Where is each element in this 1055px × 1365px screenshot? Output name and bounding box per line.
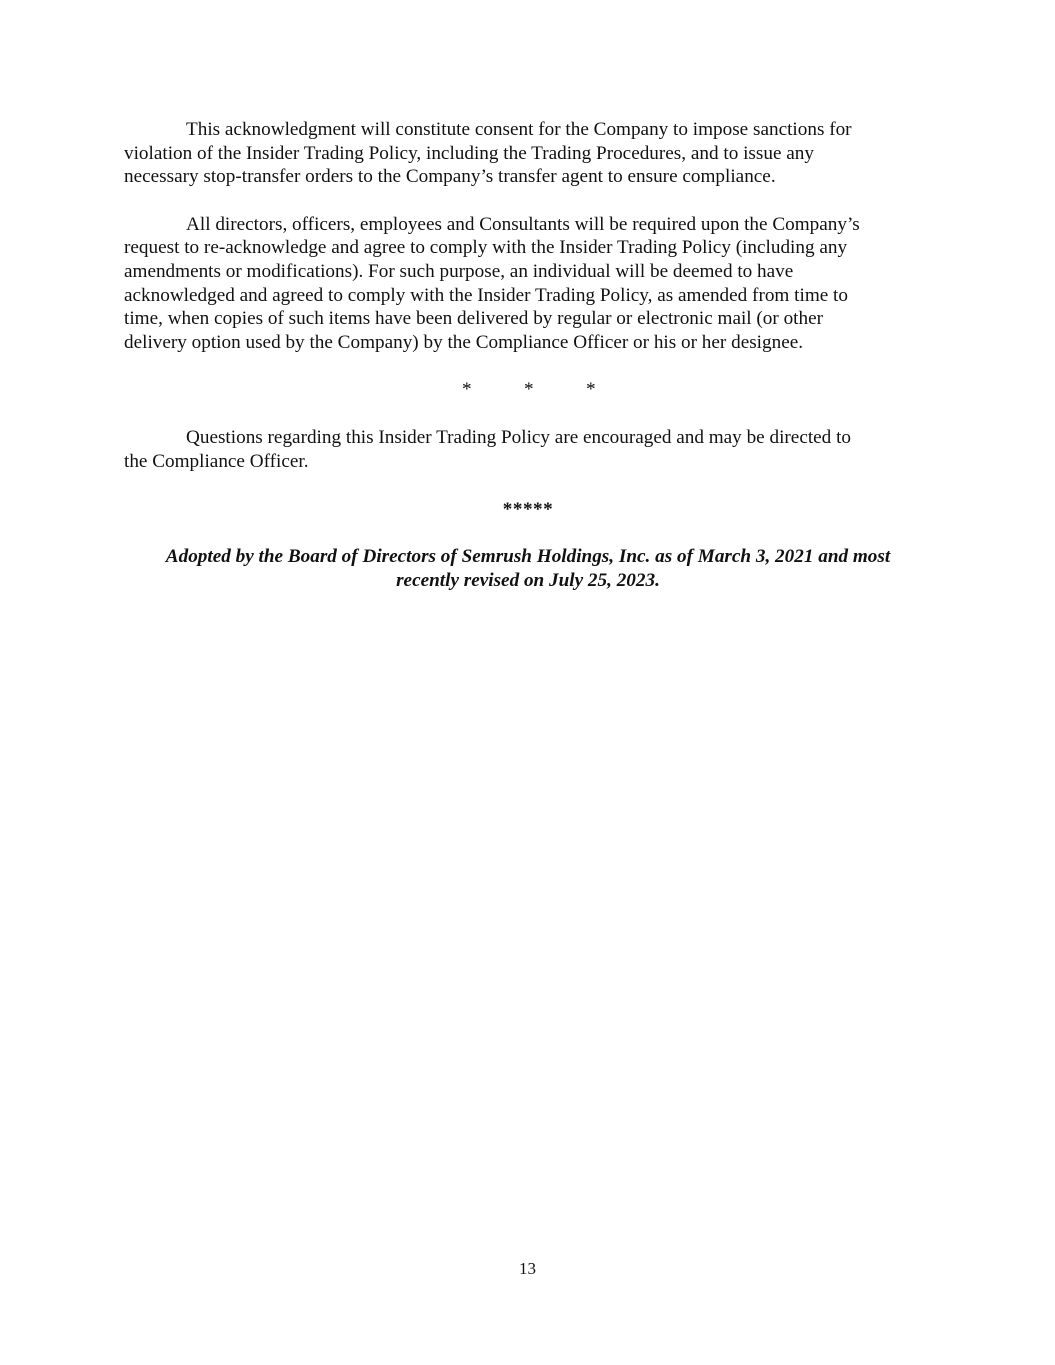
paragraph-reacknowledgment (124, 213, 932, 355)
paragraph-line: violation of the Insider Trading Policy, including the Trading Procedures, and to issue any (124, 142, 814, 164)
paragraph-line: amendments or modifications). For such purpose, an individual will be deemed to have (124, 260, 794, 282)
paragraph-line: Questions regarding this Insider Trading Policy are encouraged and may be directed to (186, 427, 851, 449)
paragraph-line: time, when copies of such items have been delivered by regular or electronic mail (or other (124, 308, 824, 330)
end-marker: ***** (502, 498, 554, 520)
paragraph-sanctions-consent (124, 118, 932, 189)
adoption-line: Adopted by the Board of Directors of Semrush Holdings, Inc. as of March 3, 2021 and most (165, 546, 891, 568)
adoption-note (124, 545, 932, 592)
paragraph-line: This acknowledgment will constitute consent for the Company to impose sanctions for (186, 119, 852, 140)
paragraph-line: delivery option used by the Company) by the Compliance Officer or his or her designee. (124, 331, 804, 353)
paragraph-line: necessary stop-transfer orders to the Company’s transfer agent to ensure compliance. (124, 166, 776, 188)
separator-star: * (586, 379, 596, 401)
adoption-line: recently revised on July 25, 2023. (396, 569, 660, 591)
page-number: 13 (519, 1259, 536, 1278)
paragraph-questions (124, 426, 932, 473)
document-body (124, 118, 932, 592)
separator-star: * (524, 379, 534, 401)
paragraph-line: All directors, officers, employees and Consultants will be required upon the Company’s (186, 213, 860, 235)
section-separator (124, 378, 932, 402)
paragraph-line: the Compliance Officer. (124, 450, 309, 472)
paragraph-line: acknowledged and agreed to comply with the Insider Trading Policy, as amended from time to (124, 284, 848, 306)
separator-star: * (462, 379, 472, 401)
paragraph-line: request to re-acknowledge and agree to comply with the Insider Trading Policy (including any (124, 237, 848, 259)
